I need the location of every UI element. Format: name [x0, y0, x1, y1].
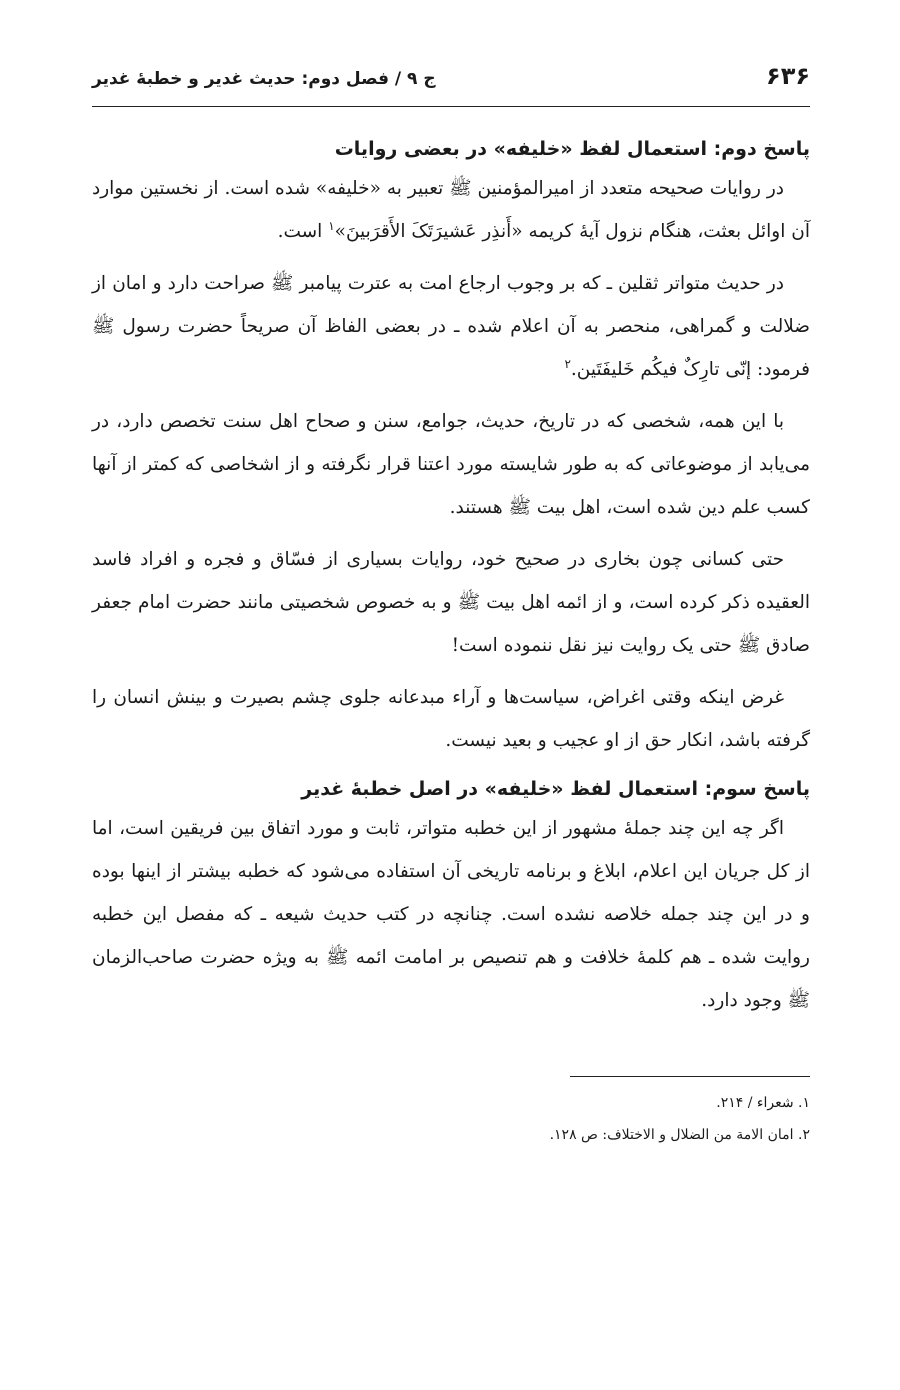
running-header: [92, 62, 810, 107]
paragraph: حتی کسانی چون بخاری در صحیح خود، روایات بسیاری از فسّاق و فجره و افراد فاسد العقیده ذکر کرده است، و از ائمه اهل بیت ﷺ و به خصوص شخصیتی مانند حضرت امام جعفر صادق ﷺ حتی یک روایت نیز نقل ننموده است!: [92, 549, 810, 656]
paragraph-text-tail: است.: [277, 221, 329, 242]
paragraph: اگر چه این چند جملهٔ مشهور از این خطبه متواتر، ثابت و مورد اتفاق بین فریقین است، اما از کل جریان این اعلام، ابلاغ و برنامه تاریخی آن استفاده می‌شود که خطبه بیشتر از اینها بوده و در این چند جمله خلاصه نشده است. چنانچه در کتب حدیث شیعه ـ که مفصل این خطبه روایت شده ـ هم کلمهٔ خلافت و هم تنصیص بر امامت ائمه ﷺ به ویژه حضرت صاحب‌الزمان ﷺ وجود دارد.: [92, 818, 810, 1011]
paragraph: غرض اینکه وقتی اغراض، سیاست‌ها و آراء مبدعانه جلوی چشم بصیرت و بینش انسان را گرفته باشد، انکار حق از او عجیب و بعید نیست.: [92, 687, 810, 751]
footnote-ref: ۲: [564, 356, 571, 371]
footnote-divider: [570, 1076, 810, 1077]
footnote-item: ۱. شعراء / ۲۱۴.: [716, 1095, 810, 1111]
section-heading-third-answer: پاسخ سوم: استعمال لفظ «خلیفه» در اصل خطبهٔ غدیر: [301, 778, 810, 800]
paragraph-text: در حدیث متواتر ثقلین ـ که بر وجوب ارجاع امت به عترت پیامبر ﷺ صراحت دارد و امان از ضلالت و گمراهی، منحصر به آن اعلام شده ـ در بعضی الفاظ آن صریحاً حضرت رسول ﷺ فرمود: إنّی تارِکٌ فیکُم خَلیفَتَین.: [92, 273, 810, 380]
book-page: [92, 62, 810, 1151]
section-heading-second-answer: پاسخ دوم: استعمال لفظ «خلیفه» در بعضی روایات: [334, 138, 810, 160]
paragraph: با این همه، شخصی که در تاریخ، حدیث، جوامع، سنن و صحاح اهل سنت تخصص دارد، در می‌یابد از موضوعاتی که به طور شایسته مورد اعتنا قرار نگرفته و از اشخاصی که کمتر از آنها کسب علم دین شده است، اهل بیت ﷺ هستند.: [92, 411, 810, 518]
paragraph: [92, 262, 810, 391]
chapter-title: ج ۹ / فصل دوم: حدیث غدیر و خطبهٔ غدیر: [92, 69, 436, 89]
page-number: ۶۳۶: [766, 62, 810, 90]
footnote-ref: ۱: [328, 218, 335, 233]
paragraph: [92, 167, 810, 253]
footnote-item: ۲. امان الامة من الضلال و الاختلاف: ص ۱۲۸.: [549, 1127, 810, 1143]
footnotes: [92, 1087, 810, 1151]
paragraph-text: در روایات صحیحه متعدد از امیرالمؤمنین ﷺ تعبیر به «خلیفه» شده است. از نخستین موارد آن اوائل بعثت، هنگام نزول آیهٔ کریمه «أَنذِر عَشیرَتَکَ الأَقرَبینَ»: [92, 178, 810, 242]
